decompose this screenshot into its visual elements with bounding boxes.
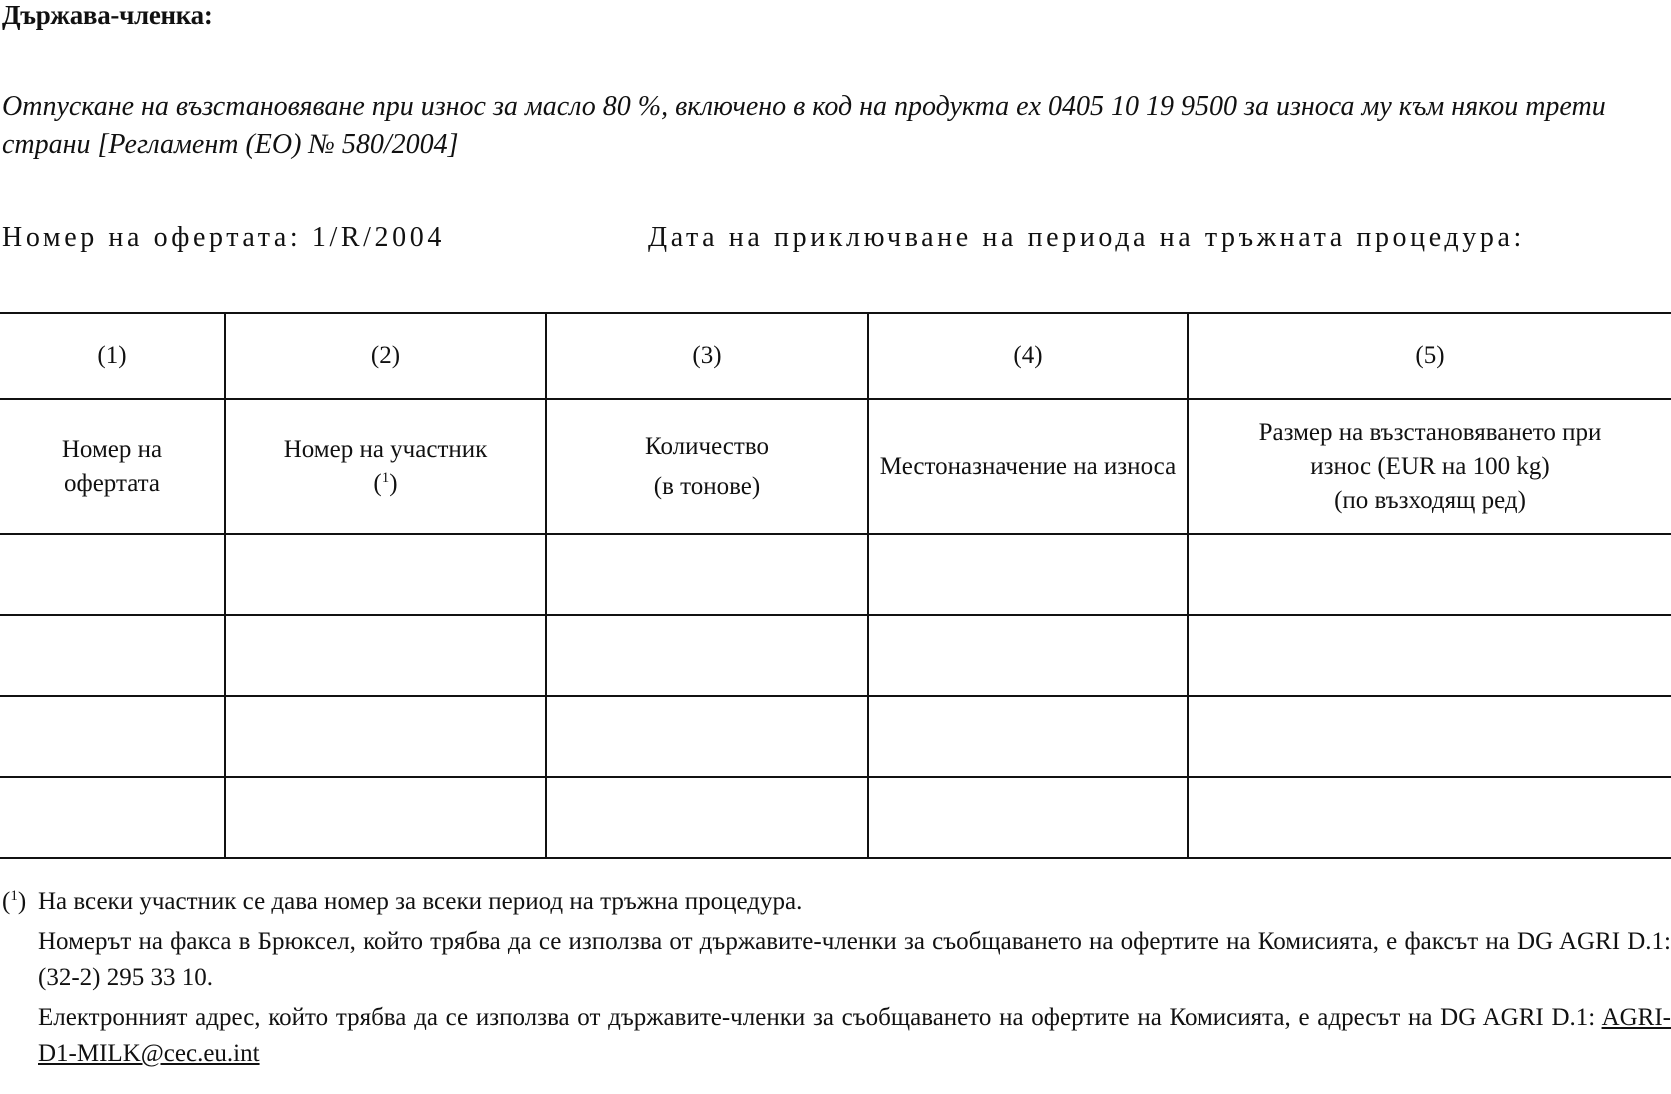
table-cell[interactable] <box>1188 534 1671 615</box>
email-text: Електронният адрес, който трябва да се използва от държавите-членки за съобщаването на офертите на Комисията, е адресът на DG AGRI D.1: <box>38 1004 1596 1031</box>
column-number: (5) <box>1188 313 1671 399</box>
tender-form-table <box>0 312 1671 859</box>
header-text: Номер на <box>61 435 163 463</box>
table-cell[interactable] <box>0 615 225 696</box>
member-state-label: Държава-членка: <box>2 0 213 30</box>
column-number: (2) <box>225 313 546 399</box>
table-cell[interactable] <box>546 615 868 696</box>
tender-number: Номер на офертата: 1/R/2004 <box>2 222 445 253</box>
tender-closing-date: Дата на приключване на периода на тръжната процедура: <box>648 222 1525 253</box>
column-header-row <box>0 399 1671 534</box>
column-number: (1) <box>0 313 225 399</box>
table-cell[interactable] <box>1188 777 1671 858</box>
footnote-mark: 1 <box>10 888 18 904</box>
header-quantity <box>546 399 868 534</box>
header-text: Размер на възстановяването при <box>1258 418 1602 446</box>
table-row <box>0 615 1671 696</box>
footnote-block <box>0 884 1671 1072</box>
table-cell[interactable] <box>868 777 1188 858</box>
header-text: Номер на участник <box>283 435 488 463</box>
table-cell[interactable] <box>546 534 868 615</box>
table-cell[interactable] <box>868 615 1188 696</box>
table-cell[interactable] <box>0 696 225 777</box>
table-row <box>0 696 1671 777</box>
table-cell[interactable] <box>546 696 868 777</box>
header-export-destination <box>868 399 1188 534</box>
header-text: офертата <box>64 469 160 497</box>
footnote-reference: ($^1$) <box>373 469 398 497</box>
table-cell[interactable] <box>225 534 546 615</box>
table-cell[interactable] <box>1188 696 1671 777</box>
table-cell[interactable] <box>225 696 546 777</box>
footnote-mark: 1 <box>381 469 390 486</box>
header-text: износ (EUR на 100 kg) <box>1310 452 1550 480</box>
header-text: Местоназначение на износа <box>879 452 1177 480</box>
table-cell[interactable] <box>225 615 546 696</box>
footnote-text: На всеки участник се дава номер за всеки период на тръжна процедура. <box>38 888 803 915</box>
table-cell[interactable] <box>1188 615 1671 696</box>
header-tender-number <box>0 399 225 534</box>
table-cell[interactable] <box>0 534 225 615</box>
fax-paragraph: Номерът на факса в Брюксел, който трябва да се използва от държавите-членки за съобщаването на офертите на Комисията, е факсът на DG AGRI D.1: (32-2) 295 33 10. <box>38 928 1671 991</box>
email-paragraph <box>0 1000 1671 1072</box>
header-refund-amount <box>1188 399 1671 534</box>
column-number-row <box>0 313 1671 399</box>
email-link[interactable]: AGRI-D1-MILK@cec.eu.int <box>38 1004 1671 1067</box>
table-cell[interactable] <box>868 534 1188 615</box>
table-cell[interactable] <box>225 777 546 858</box>
footnote-line <box>0 884 1671 920</box>
header-text: (в тонове) <box>653 472 761 500</box>
table-cell[interactable] <box>868 696 1188 777</box>
column-number: (3) <box>546 313 868 399</box>
header-text: (по възходящ ред) <box>1334 486 1526 514</box>
header-text: Количество <box>645 432 769 460</box>
column-number: (4) <box>868 313 1188 399</box>
footnote-marker: ($^1$) <box>2 888 27 915</box>
table-row <box>0 777 1671 858</box>
header-participant-number <box>225 399 546 534</box>
table-cell[interactable] <box>0 777 225 858</box>
table-cell[interactable] <box>546 777 868 858</box>
table-row <box>0 534 1671 615</box>
document-subject: Отпускане на възстановяване при износ за масло 80 %, включено в код на продукта ex 0405 10 19 9500 за износа му към някои трети страни [Регламент (ЕО) № 580/2004] <box>2 91 1606 160</box>
